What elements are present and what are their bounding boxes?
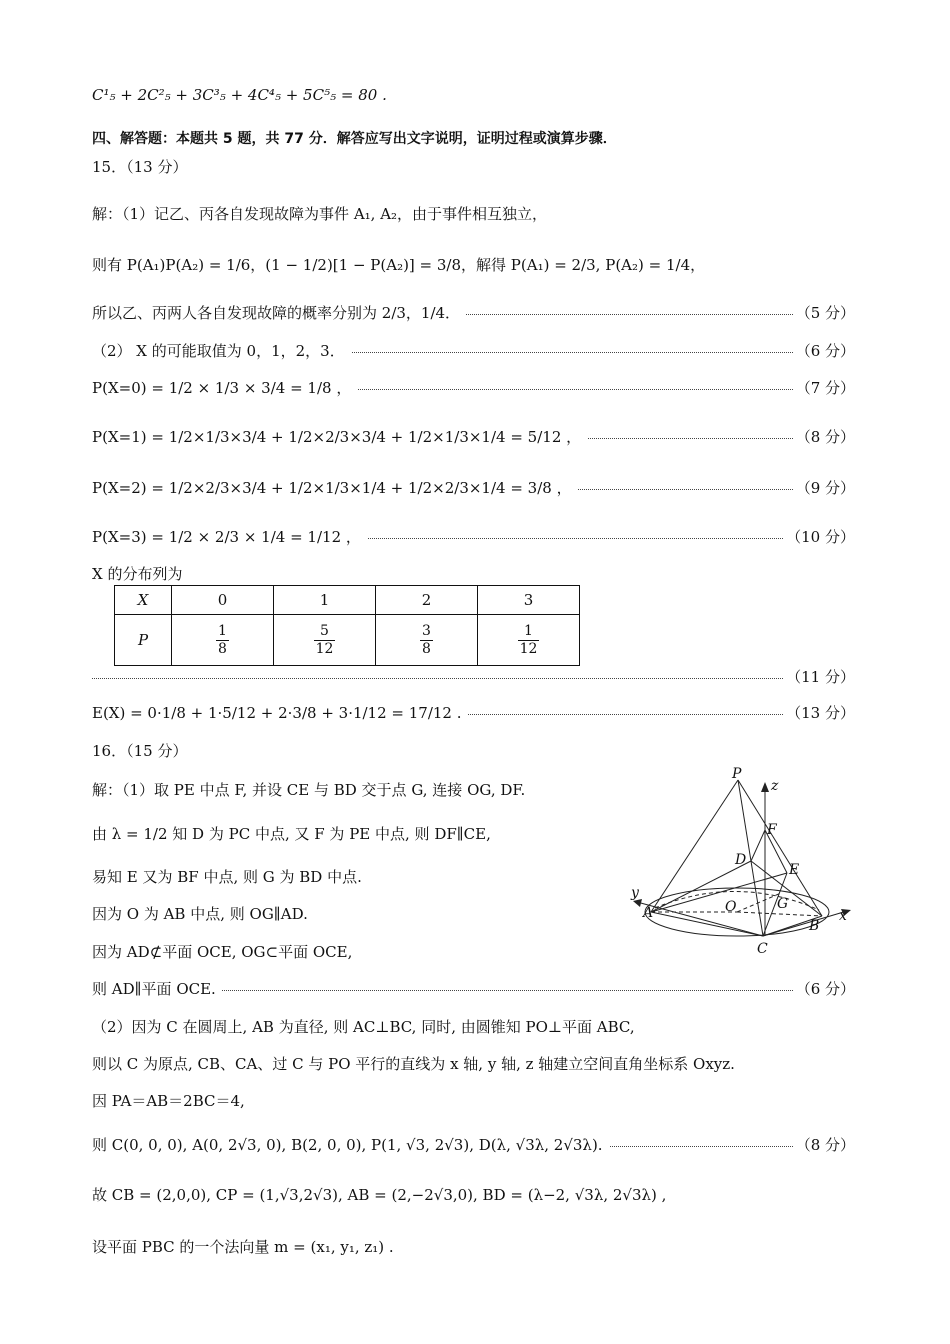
q15-step4: （2） X 的可能取值为 0，1，2，3． （6 分）: [92, 342, 855, 360]
dist-caption: X 的分布列为: [92, 565, 183, 583]
points-marker: （9 分）: [795, 479, 855, 497]
label-x: x: [839, 908, 847, 924]
points-marker: （13 分）: [786, 704, 855, 722]
q15-step1: 解：（1）记乙、丙各自发现故障为事件 A₁, A₂，由于事件相互独立，: [92, 205, 548, 223]
top-line: [92, 84, 855, 106]
q16-line7: （2）因为 C 在圆周上, AB 为直径, 则 AC⊥BC, 同时, 由圆锥知 PO⊥平面 ABC,: [92, 1018, 635, 1036]
label-f: F: [767, 822, 777, 838]
label-a: A: [643, 905, 654, 921]
points-marker: （8 分）: [795, 1136, 855, 1154]
label-z: z: [771, 778, 779, 794]
edge-ac: [651, 912, 763, 936]
table-cell: $\frac{1}{8}$: [172, 615, 274, 666]
q16-title: 16．（15 分）: [92, 742, 188, 760]
table-cell: $\frac{1}{12}$: [478, 615, 580, 666]
x-axis: [763, 911, 847, 936]
label-c: C: [757, 941, 768, 956]
q16-line2: 由 λ = 1/2 知 D 为 PC 中点, 又 F 为 PE 中点, 则 DF∥CE,: [92, 825, 491, 843]
label-p: P: [732, 766, 742, 782]
table-header-cell: P: [115, 615, 172, 666]
q15-p2: P(X=2) = 1/2×2/3×3/4 + 1/2×1/3×1/4 + 1/2×2/3×1/4 = 3/8 ， （9 分）: [92, 479, 855, 497]
q15-step2: 则有 P(A₁)P(A₂) = 1/6，(1 − 1/2)[1 − P(A₂)] = 3/8，解得 P(A₁) = 2/3, P(A₂) = 1/4，: [92, 256, 706, 274]
table-row: [115, 615, 580, 666]
q15-expectation: E(X) = 0·1/8 + 1·5/12 + 2·3/8 + 3·1/12 = 17/12 . （13 分）: [92, 704, 855, 722]
table-row: [115, 586, 580, 615]
segment-df: [751, 830, 765, 861]
q15-p1: P(X=1) = 1/2×1/3×3/4 + 1/2×2/3×3/4 + 1/2×1/3×1/4 = 5/12 ， （8 分）: [92, 428, 855, 446]
table-header-cell: X: [115, 586, 172, 615]
q15-title: 15．（13 分）: [92, 158, 188, 176]
points-marker: （5 分）: [795, 304, 855, 322]
distribution-table: [114, 585, 580, 666]
cone-figure: [615, 766, 865, 956]
points-marker: （6 分）: [795, 342, 855, 360]
top-line-text: C¹₅ + 2C²₅ + 3C³₅ + 4C⁴₅ + 5C⁵₅ = 80 .: [92, 86, 387, 104]
q16-line8: 则以 C 为原点, CB、CA、过 C 与 PO 平行的直线为 x 轴, y 轴, z 轴建立空间直角坐标系 Oxyz.: [92, 1055, 735, 1073]
label-y: y: [631, 885, 639, 901]
segment-ob: [737, 912, 822, 916]
q15-step3: 所以乙、丙两人各自发现故障的概率分别为 2/3，1/4． （5 分）: [92, 304, 855, 322]
q16-line12: 设平面 PBC 的一个法向量 m = (x₁, y₁, z₁) .: [92, 1238, 394, 1256]
points-marker: （10 分）: [786, 528, 855, 546]
points-marker: （7 分）: [795, 379, 855, 397]
q16-line10: 则 C(0, 0, 0), A(0, 2√3, 0), B(2, 0, 0), P(1, √3, 2√3), D(λ, √3λ, 2√3λ). （8 分）: [92, 1136, 855, 1154]
label-b: B: [809, 918, 820, 934]
label-e: E: [789, 862, 800, 878]
table-cell: 0: [172, 586, 274, 615]
q15-p0: P(X=0) = 1/2 × 1/3 × 3/4 = 1/8 ， （7 分）: [92, 379, 855, 397]
z-arrow-icon: [761, 782, 769, 792]
q15-p3: P(X=3) = 1/2 × 2/3 × 1/4 = 1/12 ， （10 分）: [92, 528, 855, 546]
q16-line6: 则 AD∥平面 OCE. （6 分）: [92, 980, 855, 998]
q16-line3: 易知 E 又为 BF 中点, 则 G 为 BD 中点.: [92, 868, 362, 886]
q16-line1: 解：（1）取 PE 中点 F, 并设 CE 与 BD 交于点 G, 连接 OG, DF.: [92, 781, 526, 799]
label-d: D: [735, 852, 747, 868]
q16-line11: 故 CB = (2,0,0), CP = (1,√3,2√3), AB = (2,−2√3,0), BD = (λ−2, √3λ, 2√3λ) ,: [92, 1186, 667, 1204]
table-cell: 2: [376, 586, 478, 615]
points-marker: （6 分）: [795, 980, 855, 998]
q16-line5: 因为 AD⊄平面 OCE, OG⊂平面 OCE,: [92, 943, 353, 961]
table-cell: 3: [478, 586, 580, 615]
q16-line4: 因为 O 为 AB 中点, 则 OG∥AD.: [92, 905, 308, 923]
label-o: O: [725, 899, 737, 915]
label-g: G: [777, 896, 789, 912]
table-cell: 1: [274, 586, 376, 615]
table-cell: $\frac{5}{12}$: [274, 615, 376, 666]
section-heading: 四、解答题：本题共 5 题，共 77 分．解答应写出文字说明，证明过程或演算步骤．: [92, 131, 617, 147]
table-cell: $\frac{3}{8}$: [376, 615, 478, 666]
points-marker: （11 分）: [786, 668, 855, 686]
q16-line9: 因 PA＝AB＝2BC＝4,: [92, 1092, 245, 1110]
points-marker: （8 分）: [795, 428, 855, 446]
